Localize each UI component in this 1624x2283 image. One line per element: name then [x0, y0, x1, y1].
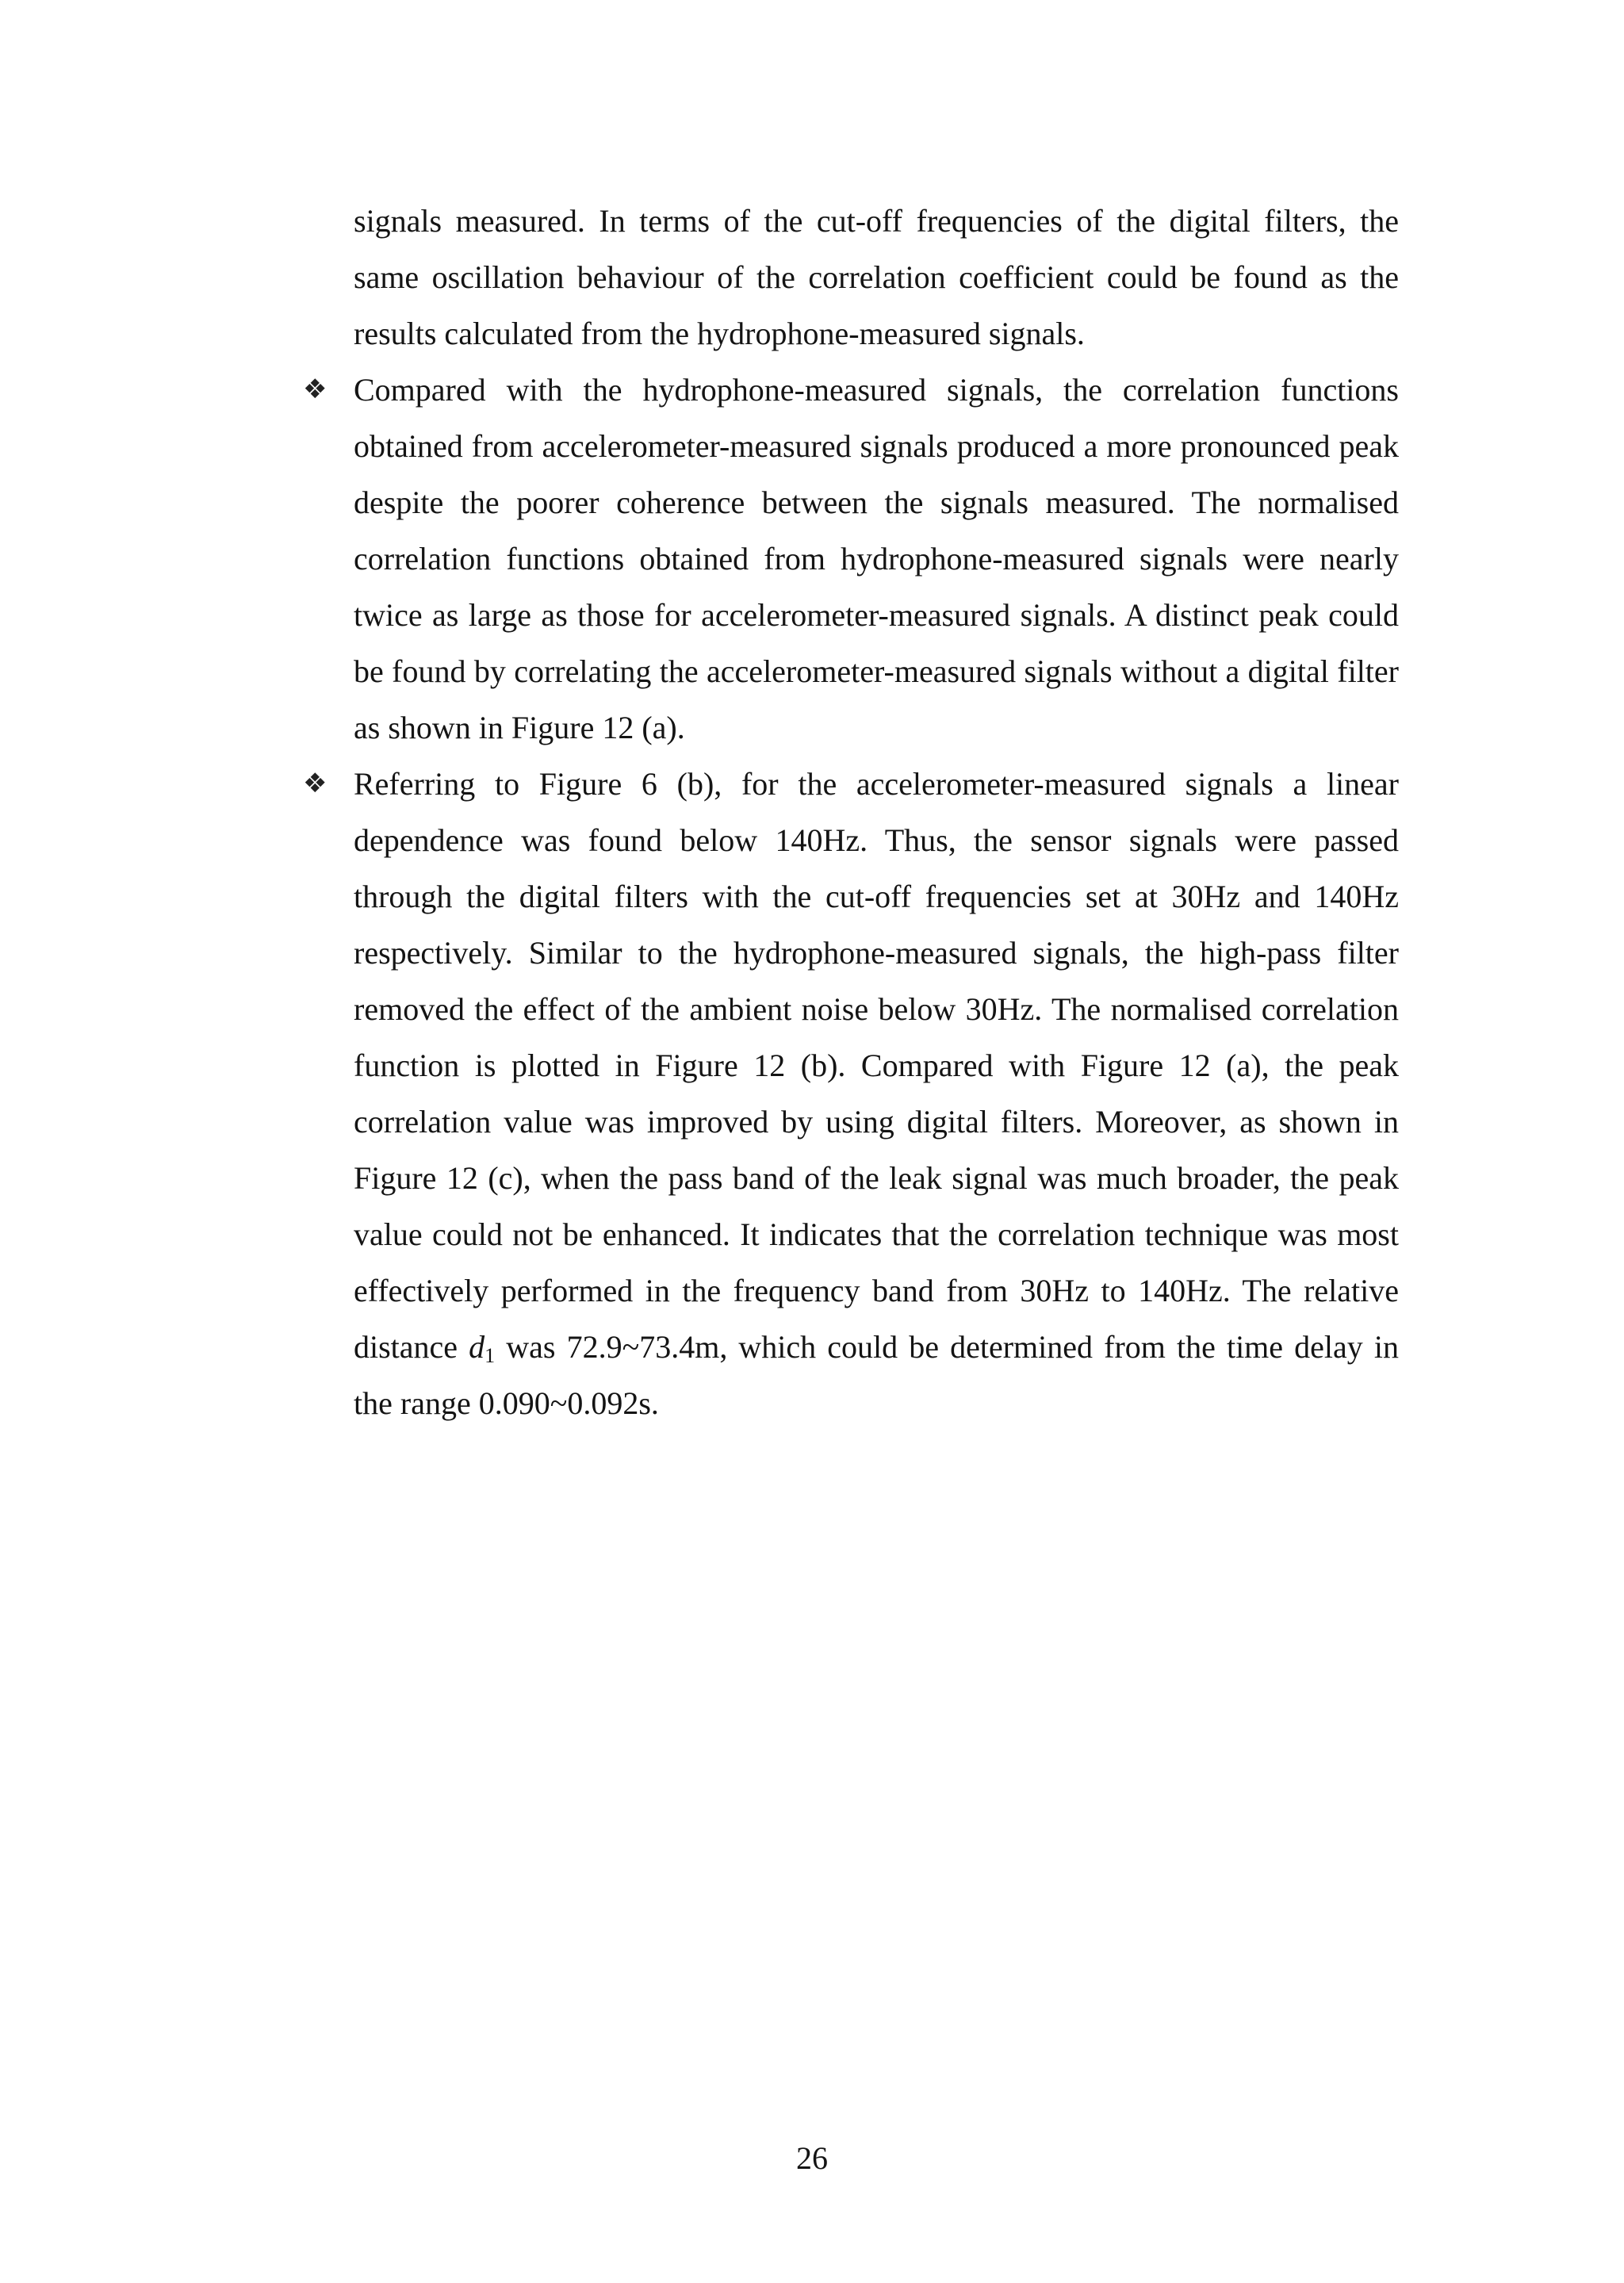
- distance-symbol-subscript: 1: [485, 1344, 496, 1367]
- diamond-bullet-icon: ❖: [303, 373, 327, 405]
- bullet-item-figure-reference: [303, 756, 1399, 1431]
- distance-symbol: d: [469, 1329, 485, 1365]
- bullet-text-after-symbol: was 72.9~73.4m, which could be determined from the time delay in the range 0.090~0.092s.: [354, 1329, 1399, 1421]
- bullet-text: Compared with the hydrophone-measured signals, the correlation functions obtained from accelerometer-measured signals produced a more pronounced peak despite the poorer coherence between the signals measured. The normalised correlation functions obtained from hydrophone-measured signals were nearly twice as large as those for accelerometer-measured signals. A distinct peak could be found by correlating the accelerometer-measured signals without a digital filter as shown in Figure 12 (a).: [354, 372, 1399, 745]
- bullet-item-accelerometer-comparison: [303, 362, 1399, 756]
- diamond-bullet-icon: ❖: [303, 768, 327, 799]
- page-number: 26: [796, 2140, 828, 2176]
- bullet-text-before-symbol: Referring to Figure 6 (b), for the accelerometer-measured signals a linear dependence was found below 140Hz. Thus, the sensor signals were passed through the digital filters with the cut-off frequencies set at 30Hz and 140Hz respectively. Similar to the hydrophone-measured signals, the high-pass filter removed the effect of the ambient noise below 30Hz. The normalised correlation function is plotted in Figure 12 (b). Compared with Figure 12 (a), the peak correlation value was improved by using digital filters. Moreover, as shown in Figure 12 (c), when the pass band of the leak signal was much broader, the peak value could not be enhanced. It indicates that the correlation technique was most effectively performed in the frequency band from 30Hz to 140Hz. The relative distance: [354, 766, 1399, 1365]
- continuation-paragraph: signals measured. In terms of the cut-off frequencies of the digital filters, the same oscillation behaviour of the correlation coefficient could be found as the results calculated from the hydrophone-measured signals.: [354, 203, 1399, 351]
- bullet-list: [303, 362, 1399, 1431]
